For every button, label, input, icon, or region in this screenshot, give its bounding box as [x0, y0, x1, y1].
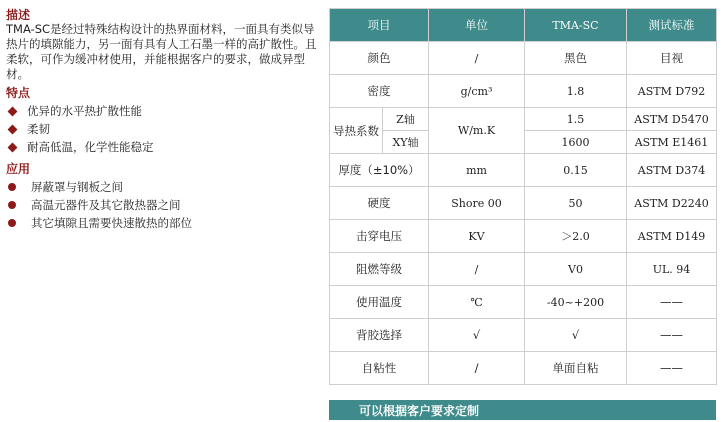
- cell-unit: KV: [429, 220, 525, 253]
- application-text: 其它填隙且需要快速散热的部位: [31, 215, 192, 230]
- cell-value: 1.5: [525, 108, 627, 131]
- list-item: [6, 138, 318, 156]
- list-item: [6, 178, 318, 196]
- cell-unit: /: [429, 42, 525, 75]
- application-text: 高温元器件及其它散热器之间: [31, 197, 181, 212]
- cell-unit: W/m.K: [429, 108, 525, 154]
- cell-standard: ASTM D5470: [627, 108, 717, 131]
- application-text: 屏蔽罩与钢板之间: [31, 179, 123, 194]
- cell-standard: ASTM D792: [627, 75, 717, 108]
- table-row: [330, 286, 717, 319]
- cell-standard: ASTM D2240: [627, 187, 717, 220]
- cell-unit: /: [429, 253, 525, 286]
- table-row: [330, 42, 717, 75]
- cell-item: 厚度（±10%）: [330, 154, 429, 187]
- header-product: TMA-SC: [525, 9, 627, 42]
- cell-subitem: Z轴: [383, 108, 429, 131]
- cell-value: -40~+200: [525, 286, 627, 319]
- header-unit: 单位: [429, 9, 525, 42]
- dot-bullet-icon: [8, 183, 16, 191]
- dot-bullet-icon: [8, 219, 16, 227]
- cell-standard: ——: [627, 286, 717, 319]
- cell-unit: ℃: [429, 286, 525, 319]
- table-row: [330, 253, 717, 286]
- cell-standard: 目视: [627, 42, 717, 75]
- header-item: 项目: [330, 9, 429, 42]
- list-item: [6, 102, 318, 120]
- cell-value: 0.15: [525, 154, 627, 187]
- cell-item: 颜色: [330, 42, 429, 75]
- cell-unit: /: [429, 352, 525, 385]
- feature-text: 耐高低温，化学性能稳定: [27, 139, 154, 154]
- table-row: [330, 352, 717, 385]
- cell-unit: Shore 00: [429, 187, 525, 220]
- cell-value: √: [525, 319, 627, 352]
- feature-text: 优异的水平热扩散性能: [27, 103, 142, 118]
- header-standard: 测试标准: [627, 9, 717, 42]
- cell-unit: √: [429, 319, 525, 352]
- description-text: TMA-SC是经过特殊结构设计的热界面材料，一面具有类似导热片的填隙能力，另一面有具有人工石墨一样的高扩散性。且柔软，可作为缓冲材使用，并能根据客户的要求，做成异型材。: [6, 22, 317, 81]
- table-row: [330, 319, 717, 352]
- cell-unit: g/cm³: [429, 75, 525, 108]
- cell-standard: ——: [627, 319, 717, 352]
- cell-subitem: XY轴: [383, 131, 429, 154]
- diamond-bullet-icon: [8, 142, 18, 152]
- cell-value: V0: [525, 253, 627, 286]
- features-title: 特点: [6, 86, 31, 100]
- cell-standard: ASTM D374: [627, 154, 717, 187]
- spec-table: [329, 8, 717, 385]
- table-row: [330, 75, 717, 108]
- list-item: [6, 196, 318, 214]
- diamond-bullet-icon: [8, 106, 18, 116]
- dot-bullet-icon: [8, 201, 16, 209]
- cell-value: 1.8: [525, 75, 627, 108]
- cell-value: 50: [525, 187, 627, 220]
- feature-text: 柔韧: [27, 121, 50, 136]
- cell-item: 阻燃等级: [330, 253, 429, 286]
- table-row: [330, 154, 717, 187]
- cell-item: 导热系数: [330, 108, 383, 154]
- cell-standard: UL. 94: [627, 253, 717, 286]
- cell-item: 背胶选择: [330, 319, 429, 352]
- left-panel: [6, 8, 318, 238]
- applications-list: [6, 178, 318, 232]
- list-item: [6, 120, 318, 138]
- cell-standard: ——: [627, 352, 717, 385]
- cell-value: 1600: [525, 131, 627, 154]
- features-list: [6, 102, 318, 156]
- list-item: [6, 214, 318, 232]
- table-header-row: [330, 9, 717, 42]
- diamond-bullet-icon: [8, 124, 18, 134]
- cell-value: 黑色: [525, 42, 627, 75]
- cell-unit: mm: [429, 154, 525, 187]
- applications-title: 应用: [6, 162, 31, 176]
- cell-value: ＞2.0: [525, 220, 627, 253]
- cell-item: 使用温度: [330, 286, 429, 319]
- cell-item: 密度: [330, 75, 429, 108]
- cell-item: 硬度: [330, 187, 429, 220]
- table-row: [330, 220, 717, 253]
- cell-standard: ASTM D149: [627, 220, 717, 253]
- cell-value: 单面自粘: [525, 352, 627, 385]
- cell-item: 自粘性: [330, 352, 429, 385]
- cell-item: 击穿电压: [330, 220, 429, 253]
- table-row: [330, 108, 717, 131]
- description-title: 描述: [6, 8, 31, 22]
- table-row: [330, 187, 717, 220]
- cell-standard: ASTM E1461: [627, 131, 717, 154]
- custom-banner: 可以根据客户要求定制: [329, 400, 716, 420]
